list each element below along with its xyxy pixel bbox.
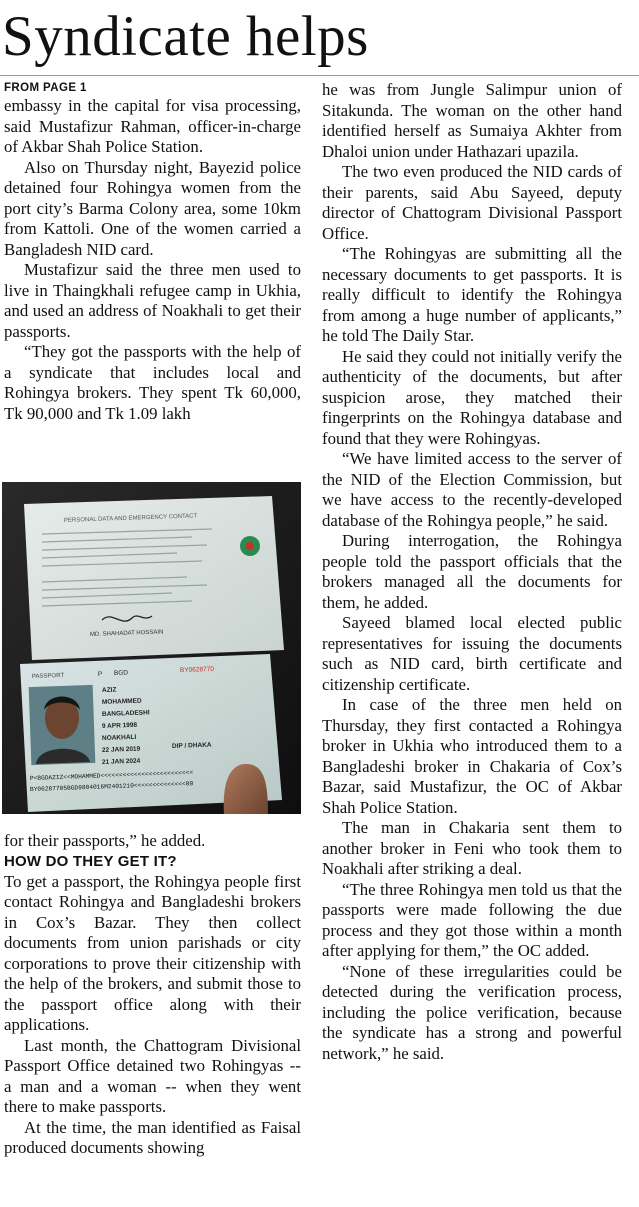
paragraph: “They got the passports with the help of a syndicate that includes local and Rohingya brokers. They spent Tk 60,000, Tk 90,000 and Tk 1.09 lakh [4, 342, 301, 423]
paragraph: At the time, the man identified as Faisal produced documents showing [4, 1117, 301, 1157]
passport-type: P [97, 670, 103, 678]
mrz-line-2: BY06287705BGD9804016M2401210<<<<<<<<<<<<<<00 [29, 780, 194, 793]
paragraph: To get a passport, the Rohingya people first contact Rohingya and Bangladeshi brokers in Cox’s Bazar. They then collect documents from union parishads or city corporations to prove their citizenship with the help of the brokers, and submit those to the passport office along with their applications. [4, 871, 301, 1034]
issue-date: 22 JAN 2019 [101, 745, 141, 754]
paragraph: “The three Rohingya men told us that the passports were made following the due process and they got those within a month after applying for them,” the OC added. [322, 879, 622, 960]
left-column-bottom [4, 831, 301, 1159]
paragraph: Also on Thursday night, Bayezid police detained four Rohingya women from the port city’s Barma Colony area, some 10km from Kattoli. One of the women carried a Bangladesh NID card. [4, 157, 301, 259]
paragraph-continuation: he was from Jungle Salimpur union of Sitakunda. The woman on the other hand identified herself as Sumaiya Akhter from Dhaloi union under Hathazari upazila. [322, 80, 622, 161]
paragraph: Mustafizur said the three men used to live in Thaingkhali refugee camp in Ukhia, and used an address of Noakhali to get their passports. [4, 260, 301, 341]
headline: Syndicate helps [2, 5, 369, 68]
given-name: MOHAMMED [101, 697, 142, 706]
from-page-label: FROM PAGE 1 [4, 82, 87, 94]
paragraph: Last month, the Chattogram Divisional Passport Office detained two Rohingyas -- a man and a woman -- when they went there to make passports. [4, 1035, 301, 1116]
left-column-top [4, 80, 301, 424]
headline-rule [0, 75, 639, 76]
lower-page-heading: PASSPORT [31, 672, 65, 680]
paragraph: He said they could not initially verify the authenticity of the documents, but after suspicion arose, they matched their fingerprints on the Rohingya database and found that they were Rohingyas. [322, 346, 622, 448]
date-of-birth: 9 APR 1998 [101, 721, 138, 730]
upper-page-heading: PERSONAL DATA AND EMERGENCY CONTACT [63, 513, 198, 524]
paragraph: The two even produced the NID cards of their parents, said Abu Sayeed, deputy director of Chattogram Divisional Passport Office. [322, 162, 622, 243]
paragraph: Sayeed blamed local elected public representatives for issuing the documents such as NID card, birth certificate and citizenship certificate. [322, 613, 622, 694]
subhead: HOW DO THEY GET IT? [4, 852, 177, 870]
mrz-line-1: P<BGDAZIZ<<MOHAMMED<<<<<<<<<<<<<<<<<<<<<<<<< [29, 769, 194, 782]
paragraph: In case of the three men held on Thursday, they first contacted a Rohingya broker in Ukhia who introduced them to a Bangladeshi broker in Chakaria of Cox’s Bazar, said Mustafizur, the OC of Akbar Shah Police Station. [322, 695, 622, 817]
country-code: BGD [113, 669, 129, 677]
nationality: BANGLADESHI [101, 709, 150, 718]
issuing-authority: DIP / DHAKA [171, 741, 212, 750]
paragraph-continuation: for their passports,” he added. [4, 831, 206, 850]
paragraph: “None of these irregularities could be detected during the verification process, including the police verification, because the syndicate has a strong and powerful network,” he said. [322, 961, 622, 1063]
passport-photo [2, 482, 301, 814]
paragraph: During interrogation, the Rohingya people told the passport officials that the brokers managed all the documents for them, he added. [322, 531, 622, 612]
birthplace: NOAKHALI [101, 733, 137, 742]
surname: AZIZ [101, 686, 117, 694]
paragraph: “We have limited access to the server of the NID of the Election Commission, but we have access to the recently-developed database of the Rohingya people,” he said. [322, 449, 622, 530]
passport-no: BY0628770 [179, 665, 215, 674]
paragraph: embassy in the capital for visa processing, said Mustafizur Rahman, officer-in-charge of Akbar Shah Police Station. [4, 96, 301, 156]
right-column [322, 80, 622, 1064]
paragraph: “The Rohingyas are submitting all the necessary documents to get passports. It is really difficult to identify the Rohingya from among a huge number of applicants,” he told The Daily Star. [322, 244, 622, 345]
expiry-date: 21 JAN 2024 [101, 757, 141, 766]
signature-block: MD. SHAHADAT HOSSAIN [89, 629, 164, 638]
paragraph: The man in Chakaria sent them to another broker in Feni who took them to Noakhali after striking a deal. [322, 818, 622, 878]
